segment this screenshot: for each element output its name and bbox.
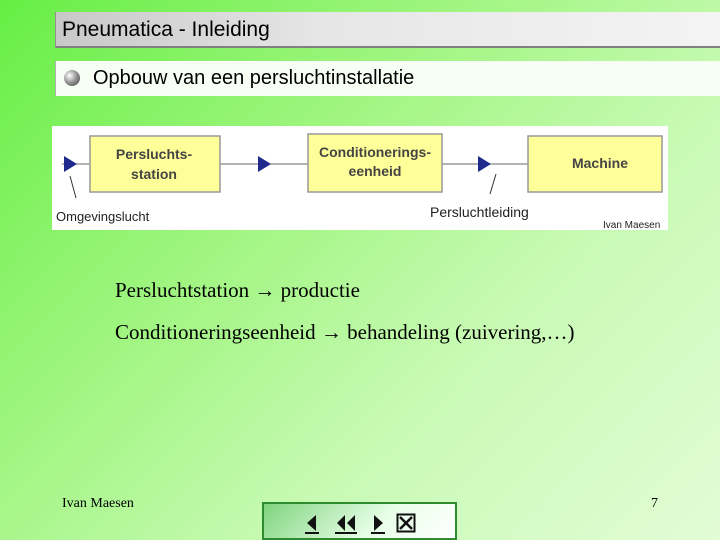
station-box	[90, 136, 220, 192]
air-line-label: Persluchtleiding	[430, 204, 529, 220]
bullet-icon	[64, 70, 80, 86]
station-label-1: Persluchts-	[115, 146, 193, 162]
body-line-conditioning: Conditioneringseenheid → behandeling (zuivering,…)	[115, 320, 575, 344]
first-icon	[334, 512, 358, 534]
first-button[interactable]	[334, 512, 358, 534]
body-line-station: Persluchtstation → productie	[115, 278, 360, 302]
ambient-air-label: Omgevingslucht	[56, 209, 150, 224]
conditioning-arrow-icon	[478, 156, 491, 172]
machine-label: Machine	[571, 155, 629, 171]
conditioning-label-2: eenheid	[348, 163, 402, 179]
close-button[interactable]	[396, 512, 416, 534]
slide-title-bar	[55, 12, 720, 48]
slide-subtitle-bar	[55, 61, 720, 96]
airline-leader-line	[490, 174, 496, 194]
prev-button[interactable]	[304, 512, 320, 534]
station-arrow-icon	[258, 156, 271, 172]
prev-icon	[304, 512, 320, 534]
page-number: 7	[651, 496, 658, 511]
conditioning-label-1: Conditionerings-	[319, 144, 431, 160]
slide-title: Pneumatica - Inleiding	[62, 18, 270, 41]
diagram-author-label: Ivan Maesen	[603, 220, 661, 230]
slide-subtitle: Opbouw van een persluchtinstallatie	[93, 67, 415, 89]
ambient-leader-line	[70, 176, 76, 198]
station-label-2: station	[131, 166, 177, 182]
footer-author: Ivan Maesen	[62, 496, 134, 511]
close-icon	[396, 512, 416, 534]
next-icon	[370, 512, 386, 534]
inlet-arrow-icon	[64, 156, 77, 172]
installation-diagram	[52, 126, 668, 230]
navigation-bar	[262, 502, 457, 540]
next-button[interactable]	[370, 512, 386, 534]
